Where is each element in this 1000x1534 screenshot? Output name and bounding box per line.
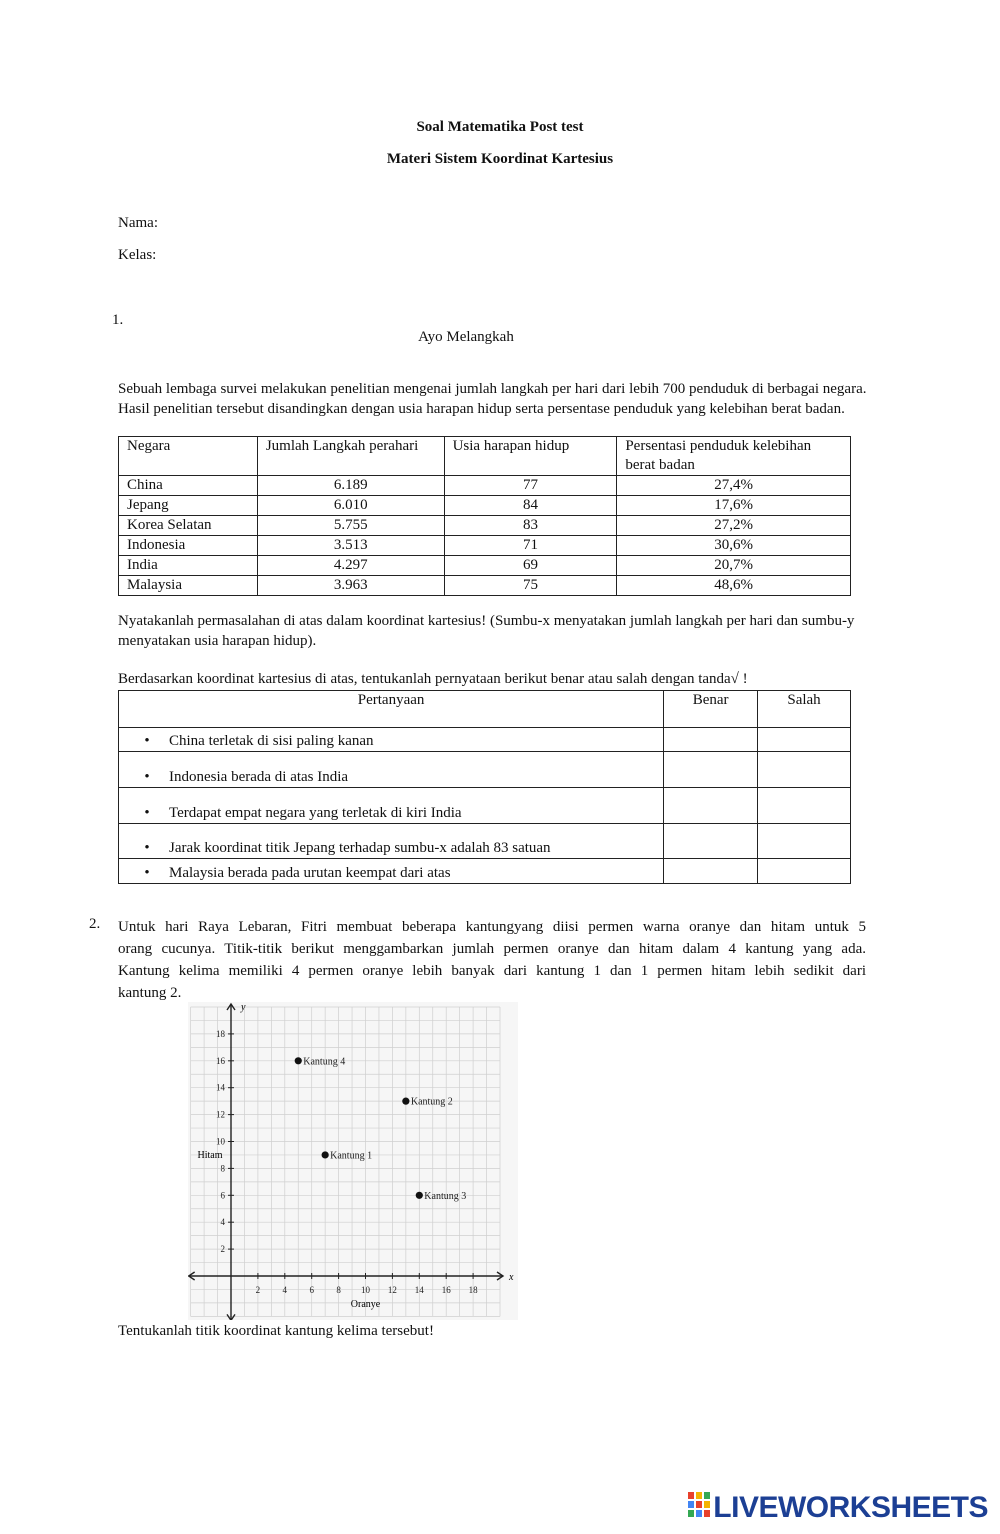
data-point [416, 1192, 423, 1199]
x-tick-label: 14 [414, 1285, 424, 1295]
y-tick-label: 8 [220, 1163, 225, 1174]
header-cell: Pertanyaan [119, 691, 664, 728]
statement-text: Malaysia berada pada urutan keempat dari atas [169, 865, 451, 881]
table-row [119, 536, 851, 556]
overweight-cell: 27,2% [617, 516, 851, 536]
page-subtitle: Materi Sistem Koordinat Kartesius [386, 151, 614, 167]
y-tick-label: 18 [216, 1028, 225, 1039]
header-cell: Salah [758, 691, 851, 728]
y-tick-label: 12 [216, 1109, 225, 1120]
table-row [119, 859, 851, 884]
overweight-cell: 17,6% [617, 496, 851, 516]
country-cell: India [119, 556, 258, 576]
life-expectancy-cell: 75 [444, 576, 617, 596]
x-axis-label: Oranye [350, 1299, 381, 1310]
country-cell: Malaysia [119, 576, 258, 596]
table-row [119, 576, 851, 596]
x-tick-label: 2 [255, 1285, 261, 1295]
statement-cell [119, 728, 664, 752]
x-tick-label: 4 [282, 1285, 288, 1295]
table-row [119, 556, 851, 576]
table-row [119, 496, 851, 516]
y-tick-label: 10 [216, 1136, 225, 1147]
bullet: • [144, 769, 150, 785]
life-expectancy-cell: 84 [444, 496, 617, 516]
question-2-number: 2. [89, 916, 101, 932]
country-cell: China [119, 476, 258, 496]
survey-table [118, 436, 851, 596]
table-row [119, 728, 851, 752]
statement-cell [119, 859, 664, 884]
statement-cell [119, 788, 664, 824]
overweight-cell: 20,7% [617, 556, 851, 576]
salah-answer-cell[interactable] [758, 824, 851, 859]
country-cell: Jepang [119, 496, 258, 516]
table-row [119, 516, 851, 536]
statement-text: Terdapat empat negara yang terletak di kiri India [169, 805, 462, 821]
steps-cell: 5.755 [257, 516, 444, 536]
steps-cell: 6.189 [257, 476, 444, 496]
logo-icon [688, 1492, 710, 1526]
salah-answer-cell[interactable] [758, 859, 851, 884]
question-1-heading: Ayo Melangkah [418, 329, 514, 345]
statement-cell [119, 752, 664, 788]
bullet: • [144, 865, 150, 881]
true-false-header [119, 691, 851, 728]
country-cell: Korea Selatan [119, 516, 258, 536]
true-false-table [118, 690, 851, 884]
benar-answer-cell[interactable] [664, 788, 758, 824]
header-cell: Usia harapan hidup [444, 437, 617, 476]
x-tick-label: 8 [336, 1285, 341, 1295]
question-2-line: orang cucunya. Titik-titik berikut menggambarkan jumlah permen oranye dan hitam dalam 4 kantung yang ada. [118, 941, 866, 957]
table-row [119, 788, 851, 824]
x-tick-label: 10 [361, 1285, 370, 1295]
bullet: • [144, 733, 150, 749]
statement-text: Jarak koordinat titik Jepang terhadap sumbu-x adalah 83 satuan [169, 840, 551, 856]
overweight-cell: 30,6% [617, 536, 851, 556]
country-cell: Indonesia [119, 536, 258, 556]
salah-answer-cell[interactable] [758, 728, 851, 752]
salah-answer-cell[interactable] [758, 752, 851, 788]
bullet: • [144, 840, 150, 856]
x-tick-label: 16 [441, 1285, 451, 1295]
page-title: Soal Matematika Post test [416, 119, 584, 135]
benar-answer-cell[interactable] [664, 859, 758, 884]
y-axis-name: y [241, 1002, 246, 1013]
data-point-label: Kantung 4 [303, 1056, 346, 1068]
statement-text: China terletak di sisi paling kanan [169, 733, 374, 749]
life-expectancy-cell: 71 [444, 536, 617, 556]
life-expectancy-cell: 83 [444, 516, 617, 536]
question-2-text [118, 916, 866, 1004]
table-row [119, 752, 851, 788]
y-axis-label: Hitam [197, 1149, 223, 1161]
statement-text: Indonesia berada di atas India [169, 769, 349, 785]
steps-cell: 4.297 [257, 556, 444, 576]
header-cell: Negara [119, 437, 258, 476]
life-expectancy-cell: 69 [444, 556, 617, 576]
steps-cell: 3.513 [257, 536, 444, 556]
class-label: Kelas: [118, 247, 157, 263]
data-point [322, 1151, 329, 1158]
header-cell: Benar [664, 691, 758, 728]
name-label: Nama: [118, 215, 158, 231]
data-point-label: Kantung 1 [330, 1150, 373, 1162]
steps-cell: 6.010 [257, 496, 444, 516]
x-axis-name: x [509, 1272, 514, 1283]
benar-answer-cell[interactable] [664, 728, 758, 752]
table-row [119, 476, 851, 496]
data-point [295, 1057, 302, 1064]
question-1-number: 1. [112, 312, 124, 328]
statement-cell [119, 824, 664, 859]
question-2-line: kantung 2. [118, 985, 182, 1001]
question-2-prompt: Tentukanlah titik koordinat kantung kelima tersebut! [118, 1323, 434, 1339]
data-point-label: Kantung 3 [424, 1190, 467, 1202]
header-cell: Persentasi penduduk kelebihan berat badan [617, 437, 851, 476]
x-tick-label: 6 [309, 1285, 314, 1295]
x-tick-label: 12 [387, 1285, 397, 1295]
cartesian-chart [188, 1002, 518, 1320]
question-1-intro: Sebuah lembaga survei melakukan penelitian mengenai jumlah langkah per hari dari lebih 700 penduduk di berbagai negara. Hasil penelitian tersebut disandingkan dengan usia harapan hidup serta persentase penduduk yang kelebihan berat badan. [118, 381, 867, 417]
bullet: • [144, 805, 150, 821]
true-false-instruction: Berdasarkan koordinat kartesius di atas, tentukanlah pernyataan berikut benar atau salah dengan tanda√ ! [118, 671, 748, 687]
y-tick-label: 4 [220, 1217, 225, 1228]
steps-cell: 3.963 [257, 576, 444, 596]
question-2-line: Untuk hari Raya Lebaran, Fitri membuat beberapa kantungyang diisi permen warna oranye dan hitam untuk 5 [118, 919, 866, 935]
y-tick-label: 16 [216, 1055, 225, 1066]
y-tick-label: 2 [220, 1244, 225, 1255]
logo-text: LIVEWORKSHEETS [713, 1491, 988, 1524]
question-2-line: Kantung kelima memiliki 4 permen oranye lebih banyak dari kantung 1 dan 1 permen hitam lebih sedikit dari [118, 963, 866, 979]
overweight-cell: 27,4% [617, 476, 851, 496]
table-row [119, 824, 851, 859]
question-1-instruction: Nyatakanlah permasalahan di atas dalam koordinat kartesius! (Sumbu-x menyatakan jumlah langkah per hari dan sumbu-y menyatakan usia harapan hidup). [118, 613, 855, 649]
life-expectancy-cell: 77 [444, 476, 617, 496]
header-cell: Jumlah Langkah perahari [257, 437, 444, 476]
y-tick-label: 6 [220, 1190, 225, 1201]
data-point [402, 1098, 409, 1105]
x-tick-label: 18 [468, 1285, 478, 1295]
overweight-cell: 48,6% [617, 576, 851, 596]
salah-answer-cell[interactable] [758, 788, 851, 824]
benar-answer-cell[interactable] [664, 824, 758, 859]
y-tick-label: 14 [216, 1082, 225, 1093]
liveworksheets-logo [688, 1491, 988, 1526]
benar-answer-cell[interactable] [664, 752, 758, 788]
survey-table-header [119, 437, 851, 476]
data-point-label: Kantung 2 [410, 1096, 453, 1108]
